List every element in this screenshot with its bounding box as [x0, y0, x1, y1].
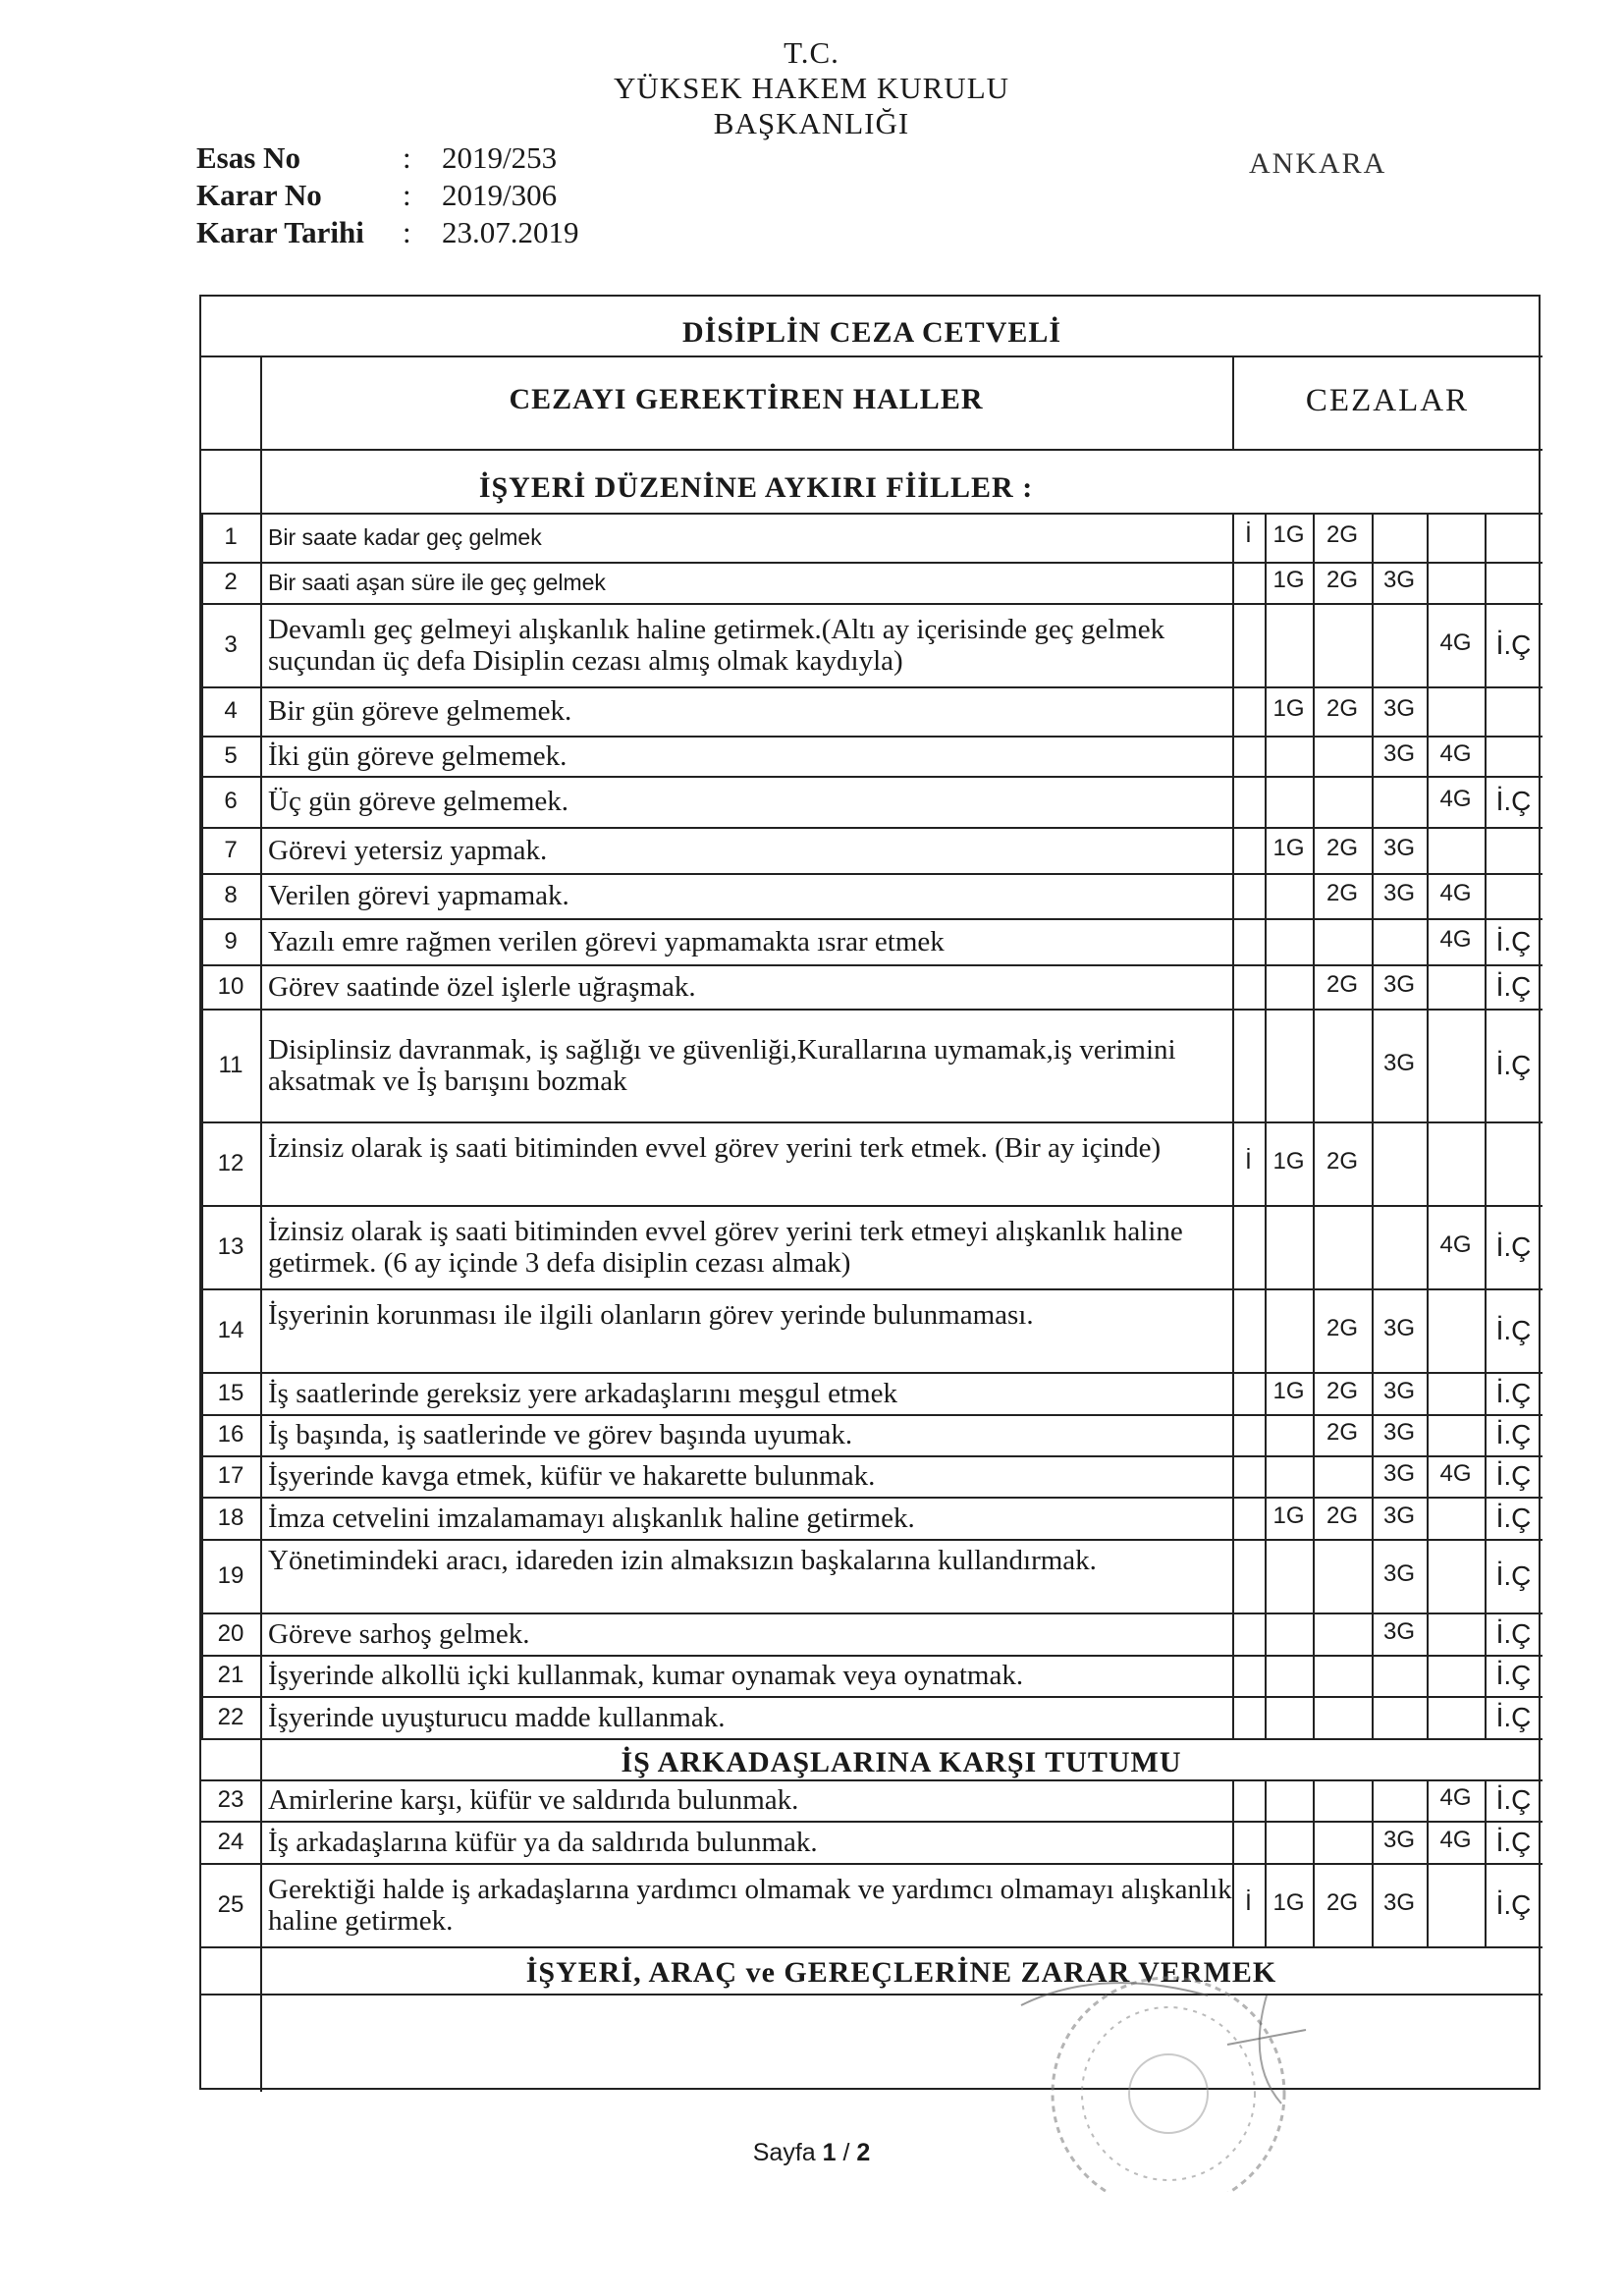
- meta-value: 23.07.2019: [442, 215, 579, 249]
- penalty-cell-g3: 3G: [1382, 1377, 1415, 1404]
- penalty-cell-i: İ: [1245, 521, 1252, 548]
- row-description: Bir gün göreve gelmemek.: [268, 695, 572, 727]
- header-tc: T.C.: [784, 35, 839, 70]
- penalty-cell-ic: İ.Ç: [1495, 1419, 1532, 1449]
- row-description: Göreve sarhoş gelmek.: [268, 1617, 530, 1650]
- page-footer: [0, 2139, 1623, 2167]
- row-number: 8: [224, 882, 238, 908]
- page-current: 1: [822, 2139, 837, 2166]
- table-rule: [201, 1779, 1542, 1781]
- table-rule: [201, 1539, 1542, 1541]
- row-number: 1: [224, 523, 238, 550]
- penalty-cell-g3: 3G: [1382, 1314, 1415, 1341]
- penalty-cell-g3: 3G: [1382, 1502, 1415, 1529]
- table-rule: [1313, 1779, 1315, 1946]
- row-description: Bir saati aşan süre ile geç gelmek: [268, 570, 606, 595]
- row-description: İzinsiz olarak iş saati bitiminden evvel görev yerini terk etmek. (Bir ay içinde): [268, 1131, 1162, 1164]
- table-rule: [1372, 1779, 1374, 1946]
- table-rule: [201, 736, 1542, 738]
- table-rule: [201, 1946, 1542, 1948]
- table-rule: [201, 1121, 1542, 1123]
- row-description: İşyerinde kavga etmek, küfür ve hakarette bulunmak.: [268, 1460, 876, 1492]
- penalty-cell-g3: 3G: [1382, 695, 1415, 722]
- penalty-cell-g2: 2G: [1325, 1502, 1358, 1529]
- row-description: İş saatlerinde gereksiz yere arkadaşlarını meşgul etmek: [268, 1377, 897, 1409]
- penalty-cell-ic: İ.Ç: [1495, 1502, 1532, 1533]
- penalty-cell-g3: 3G: [1382, 739, 1415, 767]
- penalty-cell-ic: İ.Ç: [1495, 1888, 1532, 1920]
- meta-label: Karar No: [196, 178, 322, 212]
- row-number: 7: [224, 836, 238, 863]
- table-rule: [201, 1455, 1542, 1457]
- table-rule: [201, 964, 1542, 966]
- penalty-cell-g1: 1G: [1272, 567, 1305, 593]
- row-description: Verilen görevi yapmamak.: [268, 880, 569, 911]
- penalty-cell-ic: İ.Ç: [1495, 1826, 1532, 1857]
- penalty-cell-ic: İ.Ç: [1495, 1460, 1532, 1491]
- row-number: 5: [224, 741, 238, 769]
- row-number: 6: [224, 788, 238, 814]
- table-rule: [1232, 355, 1234, 449]
- table-rule: [201, 1613, 1542, 1614]
- page-sep: /: [836, 2139, 857, 2166]
- penalty-cell-ic: İ.Ç: [1495, 1230, 1532, 1262]
- row-number: 19: [217, 1561, 244, 1589]
- penalty-cell-g2: 2G: [1325, 1147, 1358, 1175]
- penalty-cell-g3: 3G: [1382, 970, 1415, 998]
- penalty-table: [199, 295, 1541, 2090]
- penalty-cell-g1: 1G: [1272, 695, 1305, 722]
- column-header-penalties: CEZALAR: [1305, 383, 1470, 418]
- row-number: 21: [217, 1662, 244, 1688]
- table-rule: [201, 1009, 1542, 1011]
- row-description: Bir saate kadar geç gelmek: [268, 524, 542, 550]
- row-description: Yazılı emre rağmen verilen görevi yapmamakta ısrar etmek: [268, 925, 945, 957]
- row-number: 13: [217, 1232, 244, 1260]
- penalty-cell-g2: 2G: [1325, 521, 1358, 548]
- table-rule: [201, 686, 1542, 688]
- penalty-cell-ic: İ.Ç: [1495, 1377, 1532, 1408]
- penalty-cell-g4: 4G: [1439, 739, 1472, 767]
- table-rule: [201, 449, 1542, 451]
- row-description: Görevi yetersiz yapmak.: [268, 834, 548, 866]
- city-label: ANKARA: [1249, 147, 1387, 180]
- row-number: 25: [217, 1890, 244, 1918]
- row-number: 17: [217, 1462, 244, 1489]
- header-presidency: BAŞKANLIĞI: [713, 106, 910, 140]
- table-rule: [201, 1821, 1542, 1823]
- row-description: İşyerinin korunması ile ilgili olanların görev yerinde bulunmaması.: [268, 1298, 1034, 1331]
- table-rule: [1485, 513, 1487, 1738]
- table-rule: [260, 355, 262, 2092]
- penalty-cell-g1: 1G: [1272, 1377, 1305, 1404]
- table-rule: [201, 1738, 1542, 1740]
- table-rule: [201, 918, 1542, 920]
- penalty-cell-g3: 3G: [1382, 567, 1415, 593]
- table-rule: [1427, 513, 1429, 1738]
- penalty-cell-g1: 1G: [1272, 834, 1305, 861]
- table-rule: [201, 1696, 1542, 1698]
- row-description: Görev saatinde özel işlerle uğraşmak.: [268, 970, 696, 1003]
- row-description: İzinsiz olarak iş saati bitiminden evvel görev yerini terk etmeyi alışkanlık haline getirmek. (6 ay içinde 3 defa disiplin cezası almak): [268, 1215, 1183, 1279]
- table-rule: [201, 1497, 1542, 1499]
- table-rule: [201, 1372, 1542, 1374]
- row-description: İş başında, iş saatlerinde ve görev başında uyumak.: [268, 1419, 853, 1450]
- penalty-cell-g3: 3G: [1382, 1826, 1415, 1853]
- penalty-cell-g2: 2G: [1325, 834, 1358, 861]
- penalty-cell-g2: 2G: [1325, 1419, 1358, 1446]
- row-description: İşyerinde alkollü içki kullanmak, kumar oynamak veya oynatmak.: [268, 1660, 1024, 1691]
- penalty-cell-g3: 3G: [1382, 1419, 1415, 1446]
- penalty-cell-ic: İ.Ç: [1495, 1701, 1532, 1732]
- penalty-cell-g1: 1G: [1272, 521, 1305, 548]
- penalty-cell-g2: 2G: [1325, 1377, 1358, 1404]
- meta-colon: :: [403, 140, 411, 175]
- table-title: DİSİPLİN CEZA CETVELİ: [681, 316, 1062, 349]
- row-description: İşyerinde uyuşturucu madde kullanmak.: [268, 1701, 726, 1733]
- penalty-cell-g4: 4G: [1439, 1826, 1472, 1853]
- penalty-cell-ic: İ.Ç: [1495, 786, 1532, 816]
- row-number: 16: [217, 1421, 244, 1448]
- penalty-cell-g4: 4G: [1439, 880, 1472, 906]
- table-rule: [201, 1863, 1542, 1865]
- table-rule: [201, 562, 1542, 564]
- penalty-cell-ic: İ.Ç: [1495, 970, 1532, 1002]
- penalty-cell-i: İ: [1245, 1888, 1252, 1916]
- row-number: 2: [224, 569, 238, 595]
- meta-row-tarih: [196, 214, 579, 251]
- penalty-cell-g3: 3G: [1382, 1888, 1415, 1916]
- penalty-cell-ic: İ.Ç: [1495, 1784, 1532, 1815]
- row-description: Disiplinsiz davranmak, iş sağlığı ve güvenliği,Kurallarına uymamak,iş verimini aksatmak ve İş barışını bozmak: [268, 1033, 1176, 1097]
- row-number: 14: [217, 1316, 244, 1343]
- penalty-cell-g2: 2G: [1325, 970, 1358, 998]
- table-rule: [201, 1288, 1542, 1290]
- row-number: 9: [224, 927, 238, 955]
- row-number: 23: [217, 1786, 244, 1813]
- row-number: 3: [224, 630, 238, 658]
- penalty-cell-g3: 3G: [1382, 1049, 1415, 1076]
- table-rule: [201, 513, 1542, 515]
- penalty-cell-g1: 1G: [1272, 1147, 1305, 1175]
- penalty-cell-g4: 4G: [1439, 1460, 1472, 1487]
- meta-label: Esas No: [196, 140, 300, 175]
- row-number: 11: [218, 1051, 243, 1078]
- penalty-cell-ic: İ.Ç: [1495, 925, 1532, 957]
- page-prefix: Sayfa: [752, 2139, 823, 2166]
- row-description: Gerektiği halde iş arkadaşlarına yardımcı olmamak ve yardımcı olmamayı alışkanlık haline getirmek.: [268, 1873, 1232, 1937]
- table-rule: [201, 1655, 1542, 1657]
- penalty-cell-g1: 1G: [1272, 1502, 1305, 1529]
- penalty-cell-ic: İ.Ç: [1495, 1314, 1532, 1345]
- column-header-cases: CEZAYI GEREKTİREN HALLER: [509, 383, 984, 415]
- penalty-cell-i: İ: [1245, 1147, 1252, 1175]
- penalty-cell-g2: 2G: [1325, 880, 1358, 906]
- penalty-cell-g3: 3G: [1382, 1617, 1415, 1645]
- meta-label: Karar Tarihi: [196, 215, 364, 249]
- penalty-cell-g3: 3G: [1382, 1460, 1415, 1487]
- table-rule: [201, 873, 1542, 875]
- row-description: Devamlı geç gelmeyi alışkanlık haline getirmek.(Altı ay içerisinde geç gelmek suçundan üç defa Disiplin cezası almış olmak kaydıyla): [268, 613, 1165, 677]
- penalty-cell-ic: İ.Ç: [1495, 1660, 1532, 1690]
- penalty-cell-g2: 2G: [1325, 1314, 1358, 1341]
- row-description: Yönetimindeki aracı, idareden izin almaksızın başkalarına kullandırmak.: [268, 1544, 1097, 1576]
- section-workplace-order: İŞYERİ DÜZENİNE AYKIRI FİİLLER :: [478, 471, 1034, 504]
- penalty-cell-g3: 3G: [1382, 1559, 1415, 1587]
- penalty-cell-ic: İ.Ç: [1495, 1049, 1532, 1080]
- table-rule: [201, 827, 1542, 829]
- row-description: İmza cetvelini imzalamamayı alışkanlık haline getirmek.: [268, 1502, 915, 1534]
- table-rule: [201, 1994, 1542, 1995]
- penalty-cell-g2: 2G: [1325, 567, 1358, 593]
- penalty-cell-g4: 4G: [1439, 925, 1472, 953]
- meta-value: 2019/253: [442, 140, 558, 175]
- page-total: 2: [856, 2139, 871, 2166]
- meta-colon: :: [403, 178, 411, 212]
- table-rule: [201, 1414, 1542, 1416]
- row-number: 10: [217, 972, 244, 1000]
- row-number: 18: [217, 1503, 244, 1531]
- meta-colon: :: [403, 215, 411, 249]
- table-rule: [201, 1205, 1542, 1207]
- penalty-cell-g4: 4G: [1439, 786, 1472, 812]
- penalty-cell-g4: 4G: [1439, 1784, 1472, 1811]
- table-rule: [201, 603, 1542, 605]
- row-number: 22: [217, 1703, 244, 1730]
- section-colleague-conduct: İŞ ARKADAŞLARINA KARŞI TUTUMU: [621, 1746, 1182, 1778]
- penalty-cell-ic: İ.Ç: [1495, 1617, 1532, 1649]
- table-rule: [1265, 1779, 1267, 1946]
- row-description: Amirlerine karşı, küfür ve saldırıda bulunmak.: [268, 1784, 799, 1816]
- penalty-cell-ic: İ.Ç: [1495, 629, 1532, 660]
- section-damage-equipment: İŞYERİ, ARAÇ ve GEREÇLERİNE ZARAR VERMEK: [525, 1956, 1277, 1989]
- table-rule: [201, 355, 1542, 357]
- row-description: İki gün göreve gelmemek.: [268, 739, 568, 772]
- meta-value: 2019/306: [442, 178, 558, 212]
- penalty-cell-g4: 4G: [1439, 629, 1472, 656]
- meta-row-karar: [196, 177, 579, 214]
- penalty-cell-g3: 3G: [1382, 880, 1415, 906]
- table-rule: [201, 776, 1542, 778]
- row-number: 12: [217, 1149, 244, 1176]
- penalty-cell-g4: 4G: [1439, 1230, 1472, 1258]
- row-description: İş arkadaşlarına küfür ya da saldırıda bulunmak.: [268, 1826, 818, 1858]
- row-description: Üç gün göreve gelmemek.: [268, 786, 569, 817]
- row-number: 4: [224, 697, 238, 724]
- penalty-cell-ic: İ.Ç: [1495, 1559, 1532, 1591]
- penalty-cell-g2: 2G: [1325, 695, 1358, 722]
- penalty-cell-g1: 1G: [1272, 1888, 1305, 1916]
- penalty-cell-g3: 3G: [1382, 834, 1415, 861]
- meta-row-esas: [196, 139, 579, 177]
- case-metadata: [196, 139, 579, 251]
- header-institution: YÜKSEK HAKEM KURULU: [613, 71, 1010, 105]
- row-number: 20: [217, 1619, 244, 1647]
- row-number: 24: [217, 1828, 244, 1855]
- penalty-cell-g2: 2G: [1325, 1888, 1358, 1916]
- row-number: 15: [217, 1379, 244, 1406]
